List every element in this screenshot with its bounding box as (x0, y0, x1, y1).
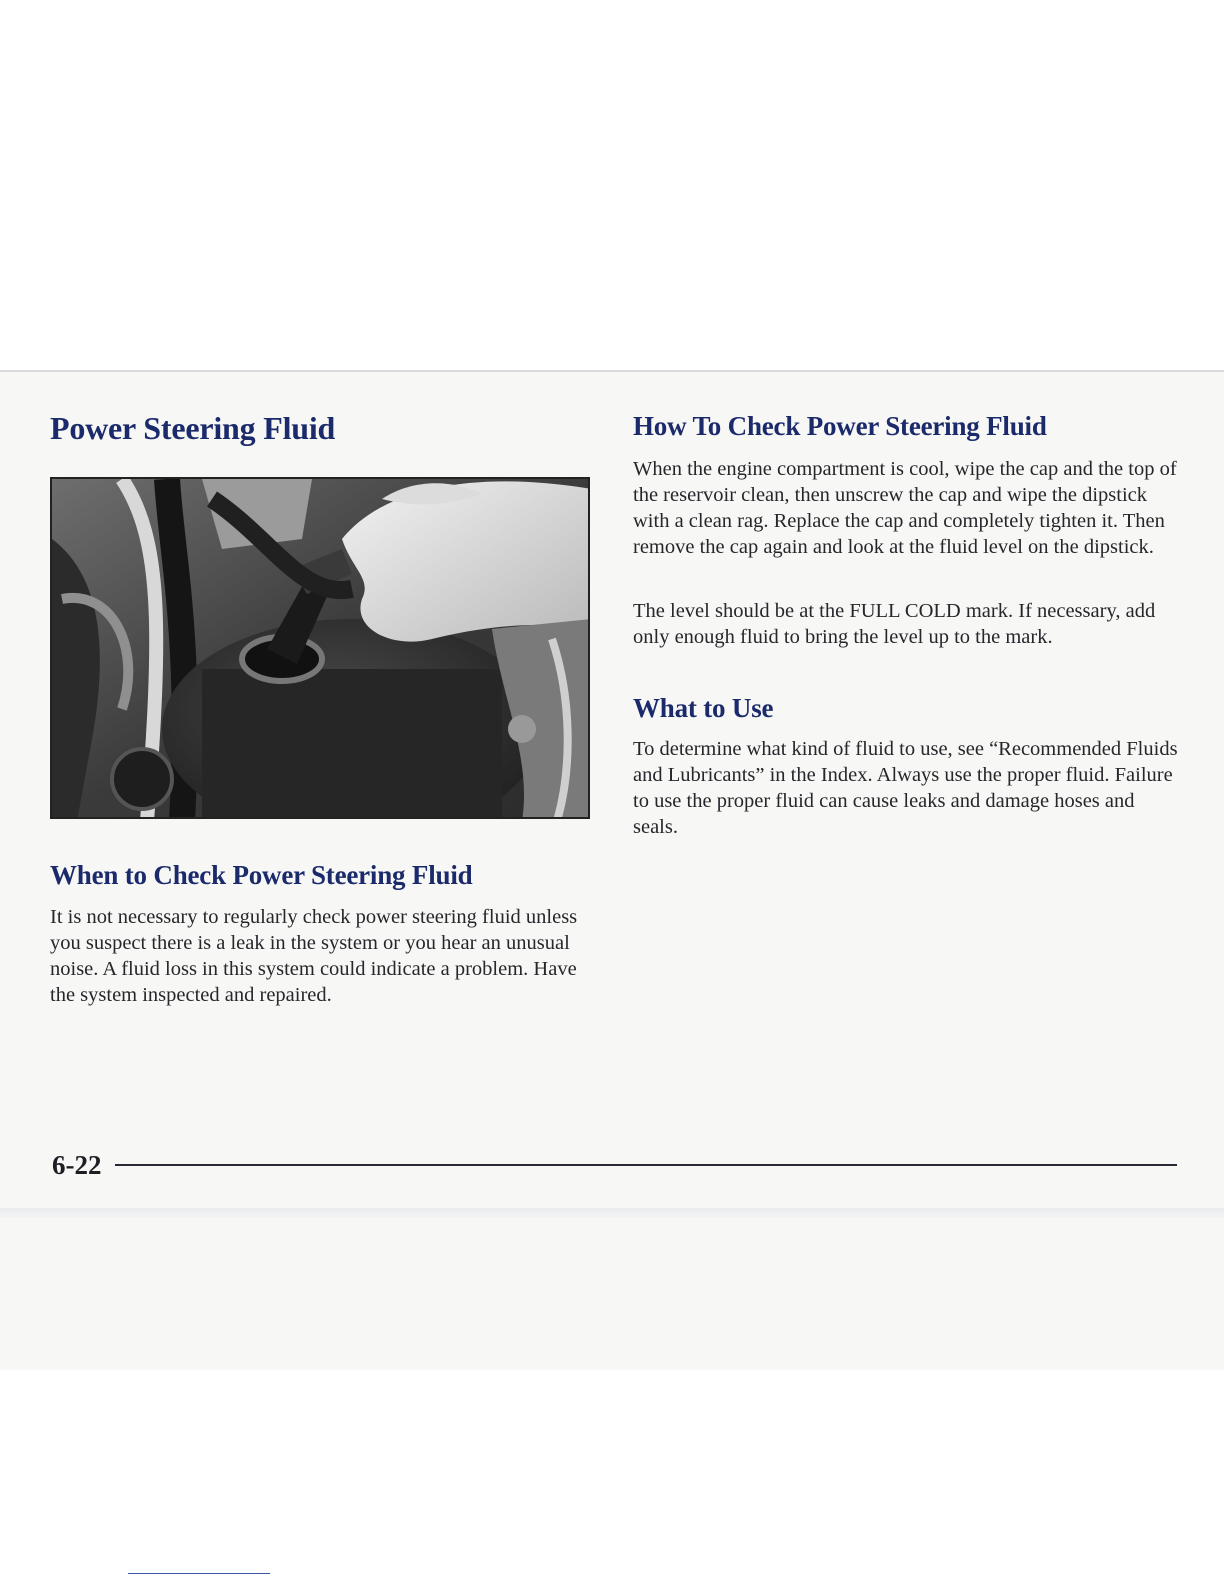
blank-top-area (0, 0, 1224, 370)
page-number: 6-22 (52, 1150, 102, 1180)
how-to-check-body-2: The level should be at the FULL COLD mark. If necessary, add only enough fluid to bring the level up to the mark. (633, 600, 1156, 648)
when-to-check-body: It is not necessary to regularly check power steering fluid unless you suspect there is a leak in the system or you hear an unusual noise. A fluid loss in this system could indicate a problem. Have the system inspected and repaired. (50, 906, 578, 1006)
how-to-check-heading: How To Check Power Steering Fluid (633, 411, 1047, 441)
page-edge (0, 1208, 1224, 1218)
when-to-check-heading: When to Check Power Steering Fluid (50, 860, 473, 890)
bottom-divider (128, 1573, 270, 1574)
how-to-check-body-1: When the engine compartment is cool, wipe the cap and the top of the reservoir clean, then unscrew the cap and wipe the dipstick with a clean rag. Replace the cap and completely tighten it. Then remove the cap again and look at the fluid level on the dipstick. (633, 458, 1177, 558)
engine-reservoir-photo (50, 477, 590, 819)
page-title: Power Steering Fluid (50, 410, 336, 446)
what-to-use-body: To determine what kind of fluid to use, see “Recommended Fluids and Lubricants” in the Index. Always use the proper fluid. Failure to use the proper fluid can cause leaks and damage hoses and seals. (633, 738, 1178, 838)
footer-rule (115, 1164, 1177, 1166)
what-to-use-heading: What to Use (633, 693, 774, 723)
